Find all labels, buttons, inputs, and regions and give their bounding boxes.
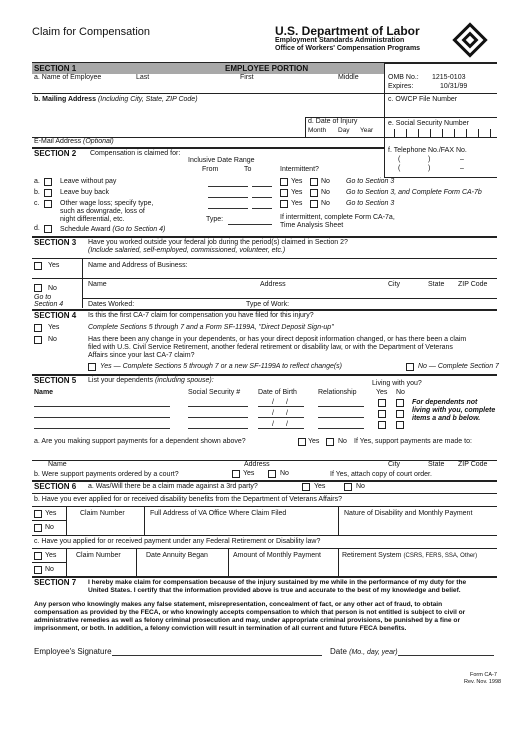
intermittent-note-2: Time Analysis Sheet	[280, 222, 344, 229]
email-label: E-Mail Address	[34, 138, 82, 145]
omb-label: OMB No.:	[388, 74, 419, 81]
business-name-label: Name and Address of Business:	[88, 262, 188, 269]
dependent-1-relationship[interactable]	[318, 406, 364, 407]
dependent-1-ssn[interactable]	[188, 406, 248, 407]
living-yes-col: Yes	[376, 389, 388, 396]
type-field[interactable]	[228, 224, 272, 225]
section6-title: SECTION 6	[34, 482, 77, 491]
last-label: Last	[136, 74, 150, 81]
court-yes-checkbox[interactable]	[232, 470, 240, 478]
office-name: Office of Workers' Compensation Programs	[275, 45, 421, 52]
business-address-col: Address	[260, 281, 286, 288]
type-of-work-label: Type of Work:	[246, 301, 290, 308]
dependent-2-living-no-checkbox[interactable]	[396, 410, 404, 418]
leave-buy-back-label: Leave buy back	[60, 189, 110, 196]
c-no-label: No	[321, 200, 330, 207]
section4-no-text-1: Has there been any change in your dependents, or has your direct deposit information changed, or has there been a claim	[88, 336, 467, 343]
dependents-note: (including spouse):	[154, 377, 214, 384]
c-from-field[interactable]	[208, 208, 248, 209]
dol-seal-icon	[452, 22, 488, 58]
email-field[interactable]	[110, 138, 380, 147]
section4-no-text-2: filed with U.S. Civil Service Retirement, another federal retirement or disability law, or with the Department of Veterans	[88, 344, 453, 351]
b-yes-label: Yes	[291, 189, 303, 196]
c-yes-label: Yes	[291, 200, 303, 207]
dob-slash: /	[272, 421, 274, 428]
change-no-text: No — Complete Section 7	[418, 363, 499, 370]
other-wage-loss-label: Other wage loss; specify type,	[60, 200, 154, 207]
retirement-no-checkbox[interactable]	[34, 566, 42, 574]
dependent-2-relationship[interactable]	[318, 417, 364, 418]
leave-without-pay-checkbox[interactable]	[44, 178, 52, 186]
month-label: Month	[308, 127, 327, 134]
b-intermittent-yes-checkbox[interactable]	[280, 189, 288, 197]
va-benefits-question: b. Have you ever applied for or received disability benefits from the Department of Veterans Affairs?	[34, 496, 343, 503]
payee-name-col: Name	[48, 461, 67, 468]
dependent-3-relationship[interactable]	[318, 428, 364, 429]
b-to-field[interactable]	[252, 197, 272, 198]
leave-buy-back-checkbox[interactable]	[44, 189, 52, 197]
schedule-award-note: (Go to Section 4)	[112, 226, 166, 233]
mailing-address-label: b. Mailing Address	[34, 96, 96, 103]
item-b-letter: b.	[34, 189, 40, 196]
mailing-address-note: (Including City, State, ZIP Code)	[97, 96, 198, 103]
section4-no-text-3: Affairs since your last CA-7 claim?	[88, 352, 195, 359]
federal-retirement-question: c. Have you applied for or received payment under any Federal Retirement or Disability law?	[34, 538, 321, 545]
agency-name: Employment Standards Administration	[275, 37, 405, 44]
dates-worked-label: Dates Worked:	[88, 301, 135, 308]
mailing-address-field[interactable]	[34, 106, 382, 116]
dependent-relationship-col: Relationship	[318, 389, 357, 396]
section4-yes-label: Yes	[48, 324, 60, 331]
expires-label: Expires:	[388, 83, 414, 90]
dependent-2-name[interactable]	[34, 417, 170, 418]
support-yes-label: Yes	[308, 438, 320, 445]
email-note: (Optional)	[83, 138, 114, 145]
dependent-2-living-yes-checkbox[interactable]	[378, 410, 386, 418]
third-party-no-checkbox[interactable]	[344, 483, 352, 491]
section1-bar	[32, 63, 384, 74]
fraud-warning-line-3: administrative remedies as well as felony criminal prosecution and may, under appropriate criminal provisions, be punished by a fine or	[34, 617, 461, 624]
signature-field[interactable]	[112, 655, 322, 656]
expires-date: 10/31/99	[440, 83, 468, 90]
a-goto-text: Go to Section 3	[346, 178, 395, 185]
c-intermittent-no-checkbox[interactable]	[310, 200, 318, 208]
a-no-label: No	[321, 178, 330, 185]
to-label: To	[244, 166, 252, 173]
section7-title: SECTION 7	[34, 578, 77, 587]
dependents-label: List your dependents	[88, 377, 153, 384]
section2-title: SECTION 2	[34, 149, 77, 158]
dependent-2-ssn[interactable]	[188, 417, 248, 418]
b-intermittent-no-checkbox[interactable]	[310, 189, 318, 197]
business-state-col: State	[428, 281, 445, 288]
dependent-3-ssn[interactable]	[188, 428, 248, 429]
phone-dash: –	[460, 156, 464, 163]
fax-area-open: (	[398, 165, 401, 172]
year-label: Year	[360, 127, 374, 134]
from-label: From	[202, 166, 219, 173]
owcp-file-field[interactable]	[388, 106, 493, 116]
employee-portion-title: EMPLOYEE PORTION	[225, 64, 309, 73]
retirement-no-label: No	[45, 566, 54, 573]
payee-zip-col: ZIP Code	[458, 461, 488, 468]
business-city-col: City	[388, 281, 401, 288]
change-yes-text: Yes — Complete Sections 5 through 7 or a new SF-1199A to reflect change(s)	[100, 363, 343, 370]
support-yes-checkbox[interactable]	[298, 438, 306, 446]
section4-yes-checkbox[interactable]	[34, 324, 42, 332]
va-disability-nature-col: Nature of Disability and Monthly Payment	[344, 510, 473, 517]
dependent-1-living-no-checkbox[interactable]	[396, 399, 404, 407]
date-range-label: Inclusive Date Range	[188, 157, 255, 164]
intermittent-label: Intermittent?	[280, 166, 319, 173]
third-party-yes-checkbox[interactable]	[302, 483, 310, 491]
section4-yes-text: Complete Sections 5 through 7 and a Form SF-1199A, "Direct Deposit Sign-up"	[88, 324, 334, 331]
dependent-1-name[interactable]	[34, 406, 170, 407]
item-c-letter: c.	[34, 200, 40, 207]
phone-area-open: (	[398, 156, 401, 163]
employee-name-label: a. Name of Employee	[34, 74, 102, 81]
schedule-award-label: Schedule Award	[60, 226, 111, 233]
b-from-field[interactable]	[208, 197, 248, 198]
other-wage-loss-checkbox[interactable]	[44, 200, 52, 208]
change-no-checkbox[interactable]	[406, 363, 414, 371]
dependents-note-1: For dependents not	[412, 399, 478, 406]
signature-date-field[interactable]	[398, 655, 494, 656]
fraud-warning-line-2: compensation as provided by the FECA, or who knowingly accepts compensation to which that person is not entitled is subject to civil or	[34, 609, 466, 616]
section3-goto-2: Section 4	[34, 301, 64, 308]
type-label: Type:	[206, 216, 224, 223]
third-party-question: a. Was/Will there be a claim made against a 3rd party?	[88, 483, 258, 490]
intermittent-note-1: If intermittent, complete Form CA-7a,	[280, 214, 395, 221]
va-office-address-col: Full Address of VA Office Where Claim Filed	[150, 510, 287, 517]
dob-slash: /	[272, 399, 274, 406]
phone-label: f. Telephone No./FAX No.	[388, 147, 467, 154]
owcp-file-label: c. OWCP File Number	[388, 96, 458, 103]
retirement-system-col: Retirement System	[342, 552, 402, 559]
court-no-checkbox[interactable]	[268, 470, 276, 478]
b-goto-text: Go to Section 3, and Complete Form CA-7b	[346, 189, 482, 196]
section4-no-checkbox[interactable]	[34, 336, 42, 344]
payee-address-col: Address	[244, 461, 270, 468]
a-intermittent-no-checkbox[interactable]	[310, 178, 318, 186]
c-to-field[interactable]	[252, 208, 272, 209]
section3-yes-label: Yes	[48, 262, 60, 269]
dependents-note-3: items a and b below.	[412, 415, 481, 422]
dependent-1-living-yes-checkbox[interactable]	[378, 399, 386, 407]
b-no-label: No	[321, 189, 330, 196]
date-of-injury-label: d. Date of Injury	[308, 118, 358, 125]
fax-area-close: )	[428, 165, 431, 172]
third-party-yes-label: Yes	[314, 483, 326, 490]
va-no-checkbox[interactable]	[34, 524, 42, 532]
c-intermittent-yes-checkbox[interactable]	[280, 200, 288, 208]
court-no-label: No	[280, 470, 289, 477]
support-no-label: No	[338, 438, 347, 445]
certification-line-2: United States. I certify that the information provided above is true and accurate to the best of my knowledge and belief.	[88, 587, 461, 594]
revision-date: Rev. Nov. 1998	[464, 679, 502, 685]
retirement-system-note: (CSRS, FERS, SSA, Other)	[403, 553, 478, 559]
schedule-award-checkbox[interactable]	[44, 225, 52, 233]
payee-city-col: City	[388, 461, 401, 468]
support-if-yes-label: If Yes, support payments are made to:	[354, 438, 472, 445]
living-with-you-label: Living with you?	[372, 380, 422, 387]
retirement-claim-number-col: Claim Number	[76, 552, 121, 559]
dob-slash: /	[286, 421, 288, 428]
dependent-1-dob[interactable]	[258, 406, 304, 407]
omb-number: 1215-0103	[432, 74, 466, 81]
fax-dash: –	[460, 165, 464, 172]
monthly-payment-col: Amount of Monthly Payment	[233, 552, 321, 559]
dependent-3-dob[interactable]	[258, 428, 304, 429]
section4-title: SECTION 4	[34, 311, 77, 320]
retirement-yes-checkbox[interactable]	[34, 552, 42, 560]
section3-title: SECTION 3	[34, 238, 77, 247]
dependent-3-living-yes-checkbox[interactable]	[378, 421, 386, 429]
dependent-name-col: Name	[34, 389, 54, 396]
court-if-yes-label: If Yes, attach copy of court order.	[330, 471, 432, 478]
dependent-dob-col: Date of Birth	[258, 389, 297, 396]
other-wage-loss-line3: night differential, etc.	[60, 216, 125, 223]
support-payments-question: a. Are you making support payments for a dependent shown above?	[34, 438, 246, 445]
third-party-no-label: No	[356, 483, 365, 490]
payee-state-col: State	[428, 461, 445, 468]
court-order-question: b. Were support payments ordered by a court?	[34, 471, 179, 478]
court-yes-label: Yes	[243, 470, 255, 477]
va-no-label: No	[45, 524, 54, 531]
leave-without-pay-label: Leave without pay	[60, 178, 117, 185]
annuity-date-col: Date Annuity Began	[146, 552, 208, 559]
section3-goto-1: Go to	[34, 294, 52, 301]
section3-note: (Include salaried, self-employed, commissioned, volunteer, etc.)	[88, 247, 286, 254]
section1-title: SECTION 1	[34, 64, 77, 73]
dependents-note-2: living with you, complete	[412, 407, 496, 414]
employee-name-field[interactable]	[34, 84, 382, 93]
fraud-warning-line-1: Any person who knowingly makes any false statement, misrepresentation, concealment of fact, or any other act of fraud, to obtain	[34, 601, 443, 608]
va-claim-number-col: Claim Number	[80, 510, 125, 517]
va-yes-label: Yes	[45, 510, 57, 517]
ssn-label: e. Social Security Number	[388, 120, 469, 127]
dependent-3-living-no-checkbox[interactable]	[396, 421, 404, 429]
retirement-yes-label: Yes	[45, 552, 57, 559]
c-goto-text: Go to Section 3	[346, 200, 395, 207]
a-from-field[interactable]	[208, 186, 248, 187]
section3-no-checkbox[interactable]	[34, 284, 42, 292]
dependent-3-name[interactable]	[34, 428, 170, 429]
section5-title: SECTION 5	[34, 376, 77, 385]
section3-yes-checkbox[interactable]	[34, 262, 42, 270]
section3-no-label: No	[48, 285, 57, 292]
phone-area-close: )	[428, 156, 431, 163]
signature-label: Employee's Signature	[34, 647, 112, 656]
section3-question: Have you worked outside your federal job during the period(s) claimed in Section 2?	[88, 239, 348, 246]
a-to-field[interactable]	[252, 186, 272, 187]
section4-no-label: No	[48, 336, 57, 343]
business-zip-col: ZIP Code	[458, 281, 488, 288]
middle-label: Middle	[338, 74, 359, 81]
day-label: Day	[338, 127, 350, 134]
department-name: U.S. Department of Labor	[275, 24, 420, 38]
dob-slash: /	[286, 399, 288, 406]
fraud-warning-line-4: imprisonment, or both. In addition, a felony conviction will result in termination of all current and future FECA benefits.	[34, 625, 407, 632]
form-title: Claim for Compensation	[32, 26, 150, 38]
certification-line-1: I hereby make claim for compensation because of the injury sustained by me while in the performance of my duty for the	[88, 579, 467, 586]
form-number: Form CA-7	[470, 672, 497, 678]
change-yes-checkbox[interactable]	[88, 363, 96, 371]
dependent-ssn-col: Social Security #	[188, 389, 241, 396]
dependent-2-dob[interactable]	[258, 417, 304, 418]
support-no-checkbox[interactable]	[326, 438, 334, 446]
business-name-col: Name	[88, 281, 107, 288]
item-a-letter: a.	[34, 178, 40, 185]
item-d-letter: d.	[34, 225, 40, 232]
first-label: First	[240, 74, 254, 81]
dob-slash: /	[272, 410, 274, 417]
living-no-col: No	[396, 389, 405, 396]
date-note: (Mo., day, year)	[349, 649, 398, 656]
other-wage-loss-line2: such as downgrade, loss of	[60, 208, 145, 215]
a-intermittent-yes-checkbox[interactable]	[280, 178, 288, 186]
compensation-claimed-label: Compensation is claimed for:	[90, 150, 181, 157]
a-yes-label: Yes	[291, 178, 303, 185]
section4-question: Is this the first CA-7 claim for compensation you have filed for this injury?	[88, 312, 314, 319]
va-yes-checkbox[interactable]	[34, 510, 42, 518]
dob-slash: /	[286, 410, 288, 417]
date-label: Date	[330, 647, 347, 656]
